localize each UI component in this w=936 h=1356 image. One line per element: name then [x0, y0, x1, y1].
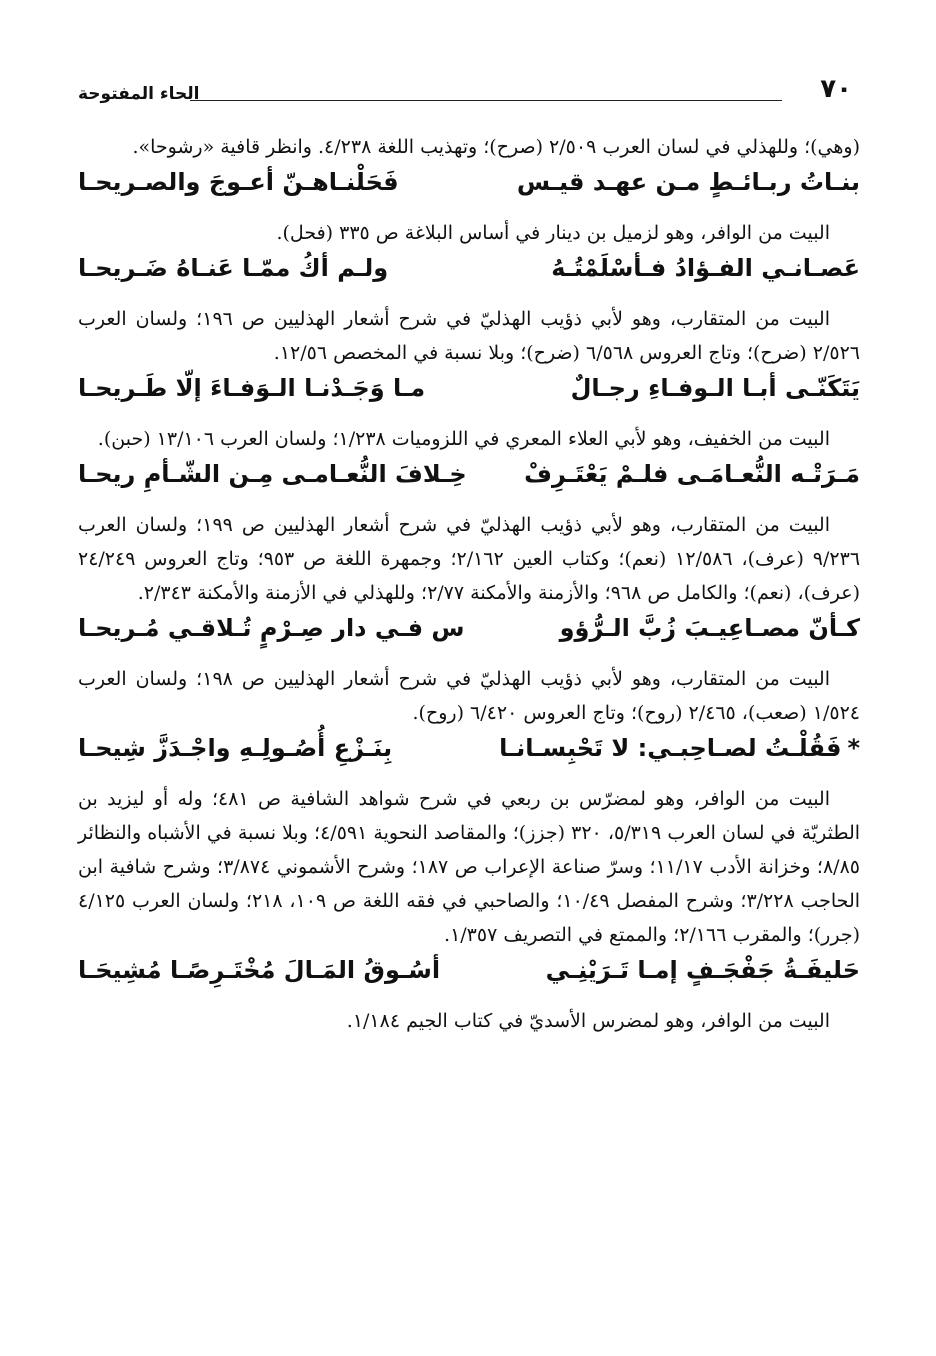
- second-hemistich: س فـي دار صِـرْمٍ تُـلاقـي مُـريحـا: [78, 614, 465, 642]
- citation-note: البيت من المتقارب، وهو لأبي ذؤيب الهذليّ في شرح أشعار الهذليين ص ١٩٨؛ ولسان العرب ١/٥٢٤ (صعب)، ٢/٤٦٥ (روح)؛ وتاج العروس ٦/٤٢٠ (روح).: [78, 668, 860, 724]
- verse-entry: [78, 254, 860, 370]
- second-hemistich: مـا وَجَـدْنـا الـوَفـاءَ إلّا طَـريحـا: [78, 374, 426, 402]
- first-hemistich: يَتَكَنّـى أبـا الـوفـاءِ رجـالٌ: [570, 374, 860, 402]
- poem-verse: [78, 956, 860, 1004]
- verse-entry: [78, 374, 860, 456]
- poem-verse: [78, 734, 860, 782]
- citation-note: (وهي)؛ وللهذلي في لسان العرب ٢/٥٠٩ (صرح)؛ وتهذيب اللغة ٤/٢٣٨. وانظر قافية «رشوحا».: [132, 136, 860, 158]
- first-hemistich: [499, 734, 860, 762]
- verse-entry: [78, 956, 860, 1038]
- poem-verse: [78, 168, 860, 216]
- page-body: [78, 130, 860, 1042]
- verse-entry: [78, 734, 860, 952]
- page-header: [78, 70, 860, 110]
- first-hemistich-text: فَقُلْـتُ لصـاحِبـي: لا تَحْبِسـانـا: [499, 734, 842, 762]
- poem-verse: [78, 460, 860, 508]
- first-hemistich: عَصـانـي الفـؤادُ فـأسْلَمْتُـهُ: [551, 254, 860, 282]
- first-hemistich: كـأنّ مصـاعِيـبَ زُبَّ الـرُّؤو: [559, 614, 860, 642]
- poem-verse: [78, 254, 860, 302]
- verse-entry: [78, 614, 860, 730]
- citation-note: البيت من المتقارب، وهو لأبي ذؤيب الهذليّ في شرح أشعار الهذليين ص ١٩٦؛ ولسان العرب ٢/٥٢٦ (ضرح)؛ وتاج العروس ٦/٥٦٨ (ضرح)؛ وبلا نسبة في المخصص ١٢/٥٦.: [78, 308, 860, 364]
- first-hemistich: حَليفَـةُ جَفْجَـفٍ إمـا تَـرَيْنِـي: [545, 956, 860, 984]
- second-hemistich: خِـلافَ النُّعـامـى مِـن الشّـأمِ ريحـا: [78, 460, 467, 488]
- second-hemistich: ولـم أكُ ممّـا عَنـاهُ ضَـريحـا: [78, 254, 389, 282]
- second-hemistich: فَحَلْنـاهـنّ أعـوجَ والصـريحـا: [78, 168, 399, 196]
- citation-note: البيت من الوافر، وهو لمضرس الأسديّ في كتاب الجيم ١/١٨٤.: [346, 1010, 830, 1032]
- page-number: ٧٠: [820, 74, 852, 104]
- verse-entry: [78, 168, 860, 250]
- first-hemistich: بنـاتُ ربـائـطٍ مـن عهـد قيـس: [516, 168, 860, 196]
- header-rule: [190, 100, 782, 101]
- citation-note: البيت من الوافر، وهو لمضرّس بن ربعي في شرح شواهد الشافية ص ٤٨١؛ وله أو ليزيد بن الطثريّة في لسان العرب ٥/٣١٩، ٣٢٠ (جزز)؛ والمقاصد النحوية ٤/٥٩١؛ وبلا نسبة في الأشباه والنظائر ٨/٨٥؛ وخزانة الأدب ١١/١٧؛ وسرّ صناعة الإعراب ص ١٨٧؛ وشرح الأشموني ٣/٨٧٤؛ وشرح شافية ابن الحاجب ٣/٢٢٨؛ وشرح المفصل ١٠/٤٩؛ والصاحبي في فقه اللغة ص ١٠٩، ٢١٨؛ ولسان العرب ٤/١٢٥ (جرر)؛ والمقرب ٢/١٦٦؛ والممتع في التصريف ١/٣٥٧.: [78, 788, 861, 946]
- running-title: الحاء المفتوحة: [78, 84, 200, 104]
- second-hemistich: بِنَـزْعِ أُصُـولِـهِ واجْـدَزَّ شِيحـا: [78, 734, 393, 762]
- asterisk-marker: *: [847, 734, 860, 762]
- citation-note: البيت من الوافر، وهو لزميل بن دينار في أساس البلاغة ص ٣٣٥ (فحل).: [276, 222, 830, 244]
- poem-verse: [78, 374, 860, 422]
- citation-note: البيت من المتقارب، وهو لأبي ذؤيب الهذليّ في شرح أشعار الهذليين ص ١٩٩؛ ولسان العرب ٩/٢٣٦ (عرف)، ١٢/٥٨٦ (نعم)؛ وكتاب العين ٢/١٦٢؛ وجمهرة اللغة ص ٩٥٣؛ وتاج العروس ٢٤/٢٤٩ (عرف)، (نعم)؛ والكامل ص ٩٦٨؛ والأزمنة والأمكنة ٢/٧٧؛ وللهذلي في الأزمنة والأمكنة ٢/٣٤٣.: [78, 514, 861, 604]
- verse-entry: [78, 460, 860, 610]
- citation-note: البيت من الخفيف، وهو لأبي العلاء المعري في اللزوميات ١/٢٣٨؛ ولسان العرب ١٣/١٠٦ (حبن).: [97, 428, 830, 450]
- first-hemistich: مَـرَتْـه النُّعـامَـى فلـمْ يَعْتَـرِفْ: [524, 460, 860, 488]
- entry-continuation: [78, 130, 860, 164]
- second-hemistich: أسُـوقُ المَـالَ مُخْتَـرِصًـا مُشِيحَـا: [78, 956, 441, 984]
- poem-verse: [78, 614, 860, 662]
